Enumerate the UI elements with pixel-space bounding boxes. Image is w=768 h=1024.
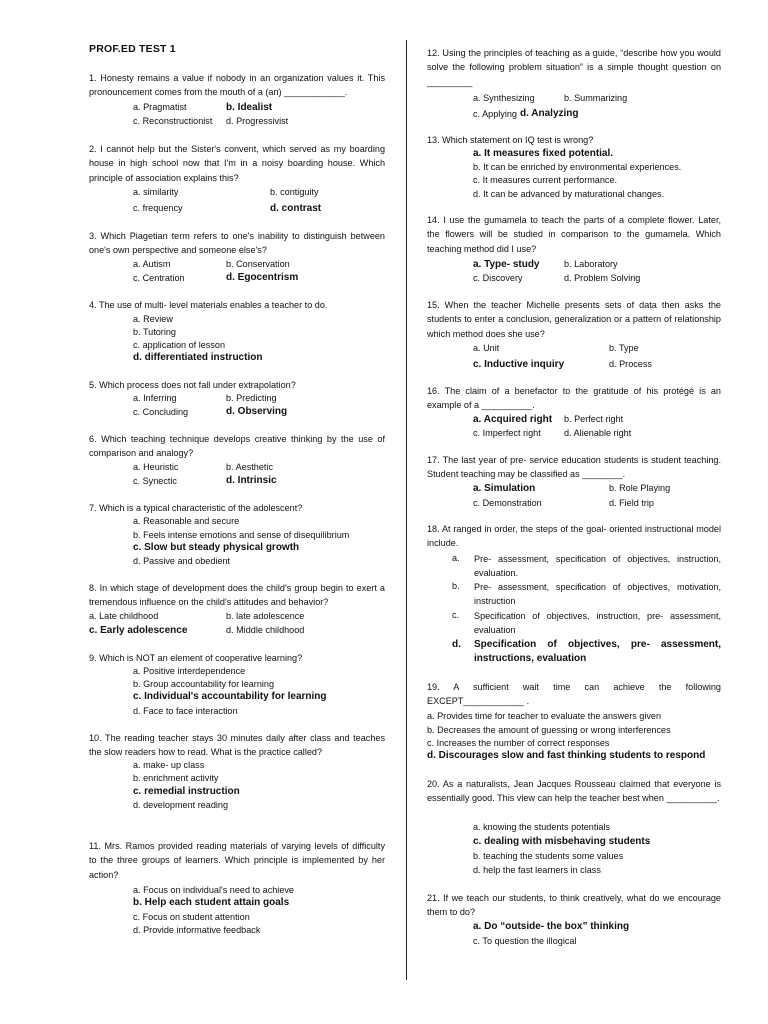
q4-option-a: a. Review — [133, 314, 173, 324]
question-12: 12. Using the principles of teaching as a guide, “describe how you would solve the following problem situation” is a simple thought question on _________ — [427, 48, 721, 87]
q10-option-d: d. development reading — [133, 800, 229, 810]
q14-option-b: b. Laboratory — [564, 259, 618, 269]
question-6: 6. Which teaching technique develops creative thinking by the use of comparison and analogy? — [89, 434, 385, 459]
q21-option-a: a. Do “outside- the box” thinking — [473, 921, 630, 932]
question-5: 5. Which process does not fall under extrapolation? — [89, 380, 296, 390]
q5-option-b: b. Predicting — [226, 393, 277, 403]
q16-option-a: a. Acquired right — [473, 414, 553, 425]
q6-option-d: d. Intrinsic — [226, 475, 277, 486]
q18-option-d: Specification of objectives, pre- assessment, instructions, evaluation — [474, 639, 721, 664]
q18-option-c: Specification of objectives, instruction, pre- assessment, evaluation — [474, 611, 721, 635]
q17-option-c: c. Demonstration — [473, 498, 542, 508]
question-18: 18. At ranged in order, the steps of the goal- oriented instructional model include. — [427, 524, 721, 549]
q11-option-d: d. Provide informative feedback — [133, 925, 261, 935]
q13-option-a: a. It measures fixed potential. — [473, 148, 614, 159]
q10-option-a: a. make- up class — [133, 760, 205, 770]
q17-option-b: b. Role Playing — [609, 483, 671, 493]
q21-option-c: c. To question the illogical — [473, 936, 577, 946]
question-15: 15. When the teacher Michelle presents sets of data then asks the students to enter a conclusion, generalization or a pattern of relationship which method does she use? — [427, 300, 721, 339]
q6-option-b: b. Aesthetic — [226, 462, 274, 472]
q2-option-c: c. frequency — [133, 203, 183, 213]
q1-option-a: a. Pragmatist — [133, 102, 187, 112]
q19-option-c: c. Increases the number of correct responses — [427, 738, 610, 748]
q11-option-b: b. Help each student attain goals — [133, 897, 290, 908]
q6-option-c: c. Synectic — [133, 476, 177, 486]
q8-option-d: d. Middle childhood — [226, 625, 305, 635]
q18-option-a: Pre- assessment, specification of objectives, instruction, evaluation. — [474, 554, 721, 578]
q15-option-c: c. Inductive inquiry — [473, 359, 565, 370]
question-20: 20. As a naturalists, Jean Jacques Rousseau claimed that everyone is essentially good. This view can help the teacher best when __________. — [427, 779, 721, 804]
q18-option-c-label: c. — [452, 610, 460, 620]
q19-option-b: b. Decreases the amount of guessing or wrong interferences — [427, 725, 671, 735]
q9-option-a: a. Positive interdependence — [133, 666, 246, 676]
q17-option-a: a. Simulation — [473, 483, 536, 494]
q1-option-d: d. Progressivist — [226, 116, 289, 126]
q16-option-d: d. Alienable right — [564, 428, 632, 438]
q13-option-c: c. It measures current performance. — [473, 175, 618, 185]
q20-option-a: a. knowing the students potentials — [473, 822, 611, 832]
q15-option-a: a. Unit — [473, 343, 500, 353]
q10-option-b: b. enrichment activity — [133, 773, 219, 783]
q4-option-d: d. differentiated instruction — [133, 352, 263, 363]
q14-option-c: c. Discovery — [473, 273, 523, 283]
question-2: 2. I cannot help but the Sister's convent, which served as my boarding house in high school now that I'm in a noisy boarding house. Which principle of association explains this? — [89, 144, 385, 183]
question-21: 21. If we teach our students, to think creatively, what do we encourage them to do? — [427, 893, 721, 918]
q3-option-a: a. Autism — [133, 259, 171, 269]
q16-option-b: b. Perfect right — [564, 414, 624, 424]
question-11: 11. Mrs. Ramos provided reading materials of varying levels of difficulty to the three groups of learners. Which principle is implemented by her action? — [89, 841, 385, 880]
q5-option-d: d. Observing — [226, 406, 288, 417]
q16-option-c: c. Imperfect right — [473, 428, 541, 438]
q7-option-a: a. Reasonable and secure — [133, 516, 240, 526]
question-16: 16. The claim of a benefactor to the gratitude of his protégé is an example of a __________. — [427, 386, 721, 411]
q11-option-c: c. Focus on student attention — [133, 912, 250, 922]
q12-option-d: d. Analyzing — [520, 108, 579, 119]
question-8: 8. In which stage of development does the child's group begin to exert a tremendous influence on the child's attitudes and behavior? — [89, 583, 385, 608]
q20-option-d: d. help the fast learners in class — [473, 865, 601, 875]
question-4: 4. The use of multi- level materials enables a teacher to do. — [89, 300, 328, 310]
question-10: 10. The reading teacher stays 30 minutes daily after class and teaches the slow readers how to read. What is the practice called? — [89, 733, 385, 758]
q2-option-b: b. contiguity — [270, 187, 319, 197]
q19-option-a: a. Provides time for teacher to evaluate the answers given — [427, 711, 662, 721]
q14-option-a: a. Type- study — [473, 259, 540, 270]
question-9: 9. Which is NOT an element of cooperative learning? — [89, 653, 303, 663]
q17-option-d: d. Field trip — [609, 498, 654, 508]
q18-option-b: Pre- assessment, specification of objectives, motivation, instruction — [474, 582, 721, 606]
question-3: 3. Which Piagetian term refers to one's inability to distinguish between one's own perspective and someone else's? — [89, 231, 385, 256]
q12-option-a: a. Synthesizing — [473, 93, 535, 103]
q13-option-d: d. It can be advanced by maturational changes. — [473, 189, 665, 199]
q1-option-b: b. Idealist — [226, 102, 273, 113]
q10-option-c: c. remedial instruction — [133, 786, 240, 797]
q4-option-c: c. application of lesson — [133, 340, 226, 350]
q9-option-b: b. Group accountability for learning — [133, 679, 275, 689]
q2-option-d: d. contrast — [270, 203, 322, 214]
question-13: 13. Which statement on IQ test is wrong? — [427, 135, 594, 145]
question-1: 1. Honesty remains a value if nobody in an organization values it. This pronouncement comes from the mouth of a (an) ____________. — [89, 73, 385, 98]
q8-option-a: a. Late childhood — [89, 611, 159, 621]
q15-option-b: b. Type — [609, 343, 639, 353]
q3-option-b: b. Conservation — [226, 259, 290, 269]
q7-option-d: d. Passive and obedient — [133, 556, 231, 566]
q9-option-d: d. Face to face interaction — [133, 706, 238, 716]
question-7: 7. Which is a typical characteristic of the adolescent? — [89, 503, 303, 513]
q15-option-d: d. Process — [609, 359, 652, 369]
q8-option-c: c. Early adolescence — [89, 625, 188, 636]
q13-option-b: b. It can be enriched by environmental experiences. — [473, 162, 682, 172]
q3-option-d: d. Egocentrism — [226, 272, 299, 283]
q6-option-a: a. Heuristic — [133, 462, 179, 472]
q19-option-d: d. Discourages slow and fast thinking students to respond — [427, 750, 706, 761]
question-19: 19. A sufficient wait time can achieve the following EXCEPT____________ . — [427, 682, 721, 707]
page-title: PROF.ED TEST 1 — [89, 43, 176, 55]
q8-option-b: b. late adolescence — [226, 611, 305, 621]
q20-option-b: b. teaching the students some values — [473, 851, 624, 861]
q12-option-b: b. Summarizing — [564, 93, 628, 103]
q5-option-a: a. Inferring — [133, 393, 177, 403]
q3-option-c: c. Centration — [133, 273, 185, 283]
q4-option-b: b. Tutoring — [133, 327, 176, 337]
q14-option-d: d. Problem Solving — [564, 273, 641, 283]
question-17: 17. The last year of pre- service education students is student teaching. Student teaching may be classified as ________. — [427, 455, 721, 480]
q11-option-a: a. Focus on individual's need to achieve — [133, 885, 294, 895]
q18-option-d-label: d. — [452, 639, 461, 650]
q7-option-c: c. Slow but steady physical growth — [133, 542, 300, 553]
q9-option-c: c. Individual's accountability for learning — [133, 691, 327, 702]
question-14: 14. I use the gumamela to teach the parts of a complete flower. Later, the flowers will be studied in comparison to the gumamela. Which teaching method did I use? — [427, 215, 721, 254]
q20-option-c: c. dealing with misbehaving students — [473, 836, 651, 847]
q7-option-b: b. Feels intense emotions and sense of disequilibrium — [133, 530, 350, 540]
q18-option-b-label: b. — [452, 581, 460, 591]
q18-option-a-label: a. — [452, 553, 460, 563]
q5-option-c: c. Concluding — [133, 407, 189, 417]
q1-option-c: c. Reconstructionist — [133, 116, 213, 126]
q2-option-a: a. similarity — [133, 187, 179, 197]
column-divider — [406, 40, 407, 980]
q12-option-c: c. Applying — [473, 109, 517, 119]
